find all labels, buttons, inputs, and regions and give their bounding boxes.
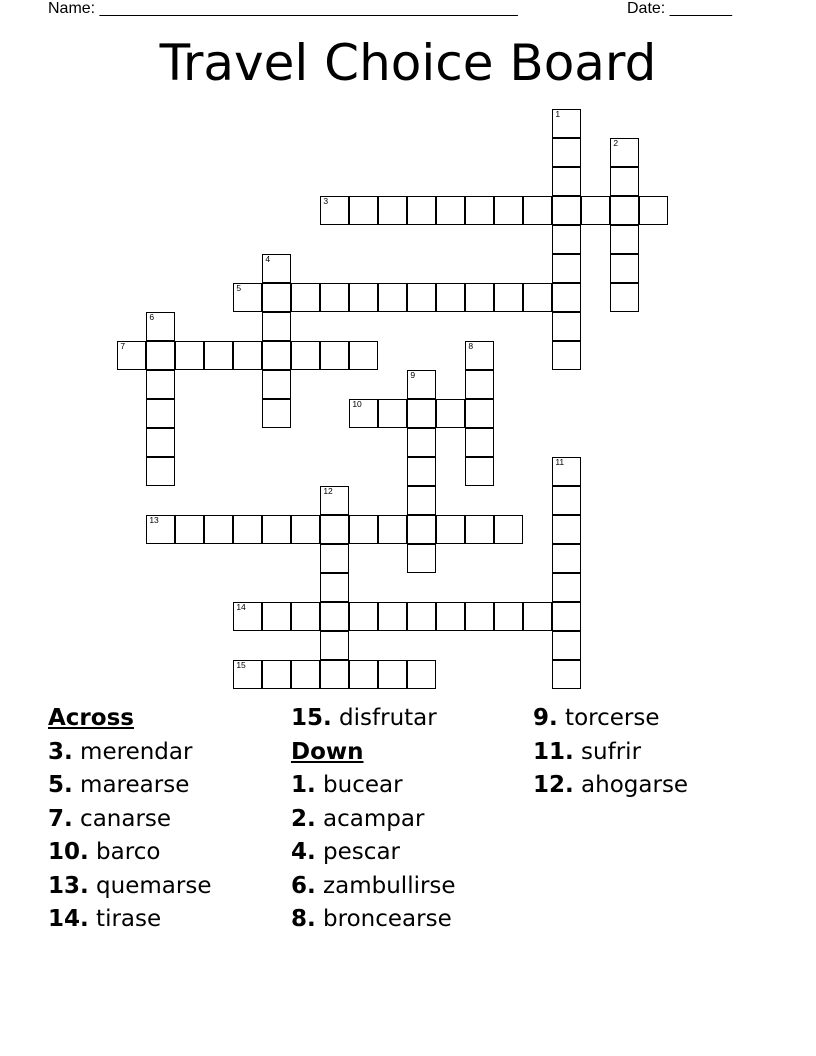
crossword-cell[interactable] <box>436 515 465 544</box>
clue-text: broncearse <box>315 906 452 932</box>
crossword-cell[interactable] <box>407 283 436 312</box>
crossword-cell[interactable] <box>175 515 204 544</box>
clue-number-label: 9 <box>410 370 416 381</box>
crossword-cell[interactable] <box>494 196 523 225</box>
clue-number: 13. <box>48 872 89 899</box>
crossword-cell[interactable] <box>407 602 436 631</box>
name-field: Name: _______________________________________________ <box>48 0 518 17</box>
crossword-cell[interactable] <box>204 341 233 370</box>
clue-number: 5. <box>48 772 73 798</box>
crossword-cell[interactable] <box>407 196 436 225</box>
clue-item <box>48 903 211 937</box>
crossword-cell[interactable] <box>552 138 581 167</box>
clue-number-label: 14 <box>236 602 246 613</box>
crossword-cell[interactable] <box>581 196 610 225</box>
crossword-cell[interactable] <box>465 515 494 544</box>
crossword-cell[interactable] <box>407 399 436 428</box>
crossword-cell[interactable] <box>523 283 552 312</box>
crossword-cell[interactable] <box>610 167 639 196</box>
clue-item <box>48 803 211 837</box>
clue-number: 6. <box>291 872 316 899</box>
crossword-cell[interactable] <box>552 515 581 544</box>
crossword-cell[interactable] <box>378 399 407 428</box>
crossword-cell[interactable] <box>378 283 407 312</box>
crossword-cell[interactable] <box>639 196 668 225</box>
clue-number: 12. <box>533 772 574 798</box>
crossword-cell[interactable] <box>407 544 436 573</box>
clue-item <box>48 870 211 904</box>
clue-item <box>291 870 456 904</box>
clue-text: marearse <box>72 772 190 798</box>
crossword-cell[interactable] <box>320 573 349 602</box>
crossword-cell[interactable] <box>146 341 175 370</box>
clue-item <box>291 903 456 937</box>
clue-number-label: 8 <box>468 341 474 352</box>
clue-item <box>533 769 688 803</box>
crossword-cell[interactable] <box>262 602 291 631</box>
clue-item <box>291 769 456 803</box>
clue-number: 11. <box>533 738 574 765</box>
crossword-cell[interactable] <box>233 341 262 370</box>
crossword-cell[interactable] <box>552 544 581 573</box>
crossword-cell[interactable] <box>552 660 581 689</box>
crossword-cell[interactable] <box>494 283 523 312</box>
crossword-cell[interactable] <box>407 428 436 457</box>
crossword-cell[interactable] <box>349 283 378 312</box>
crossword-cell[interactable] <box>552 602 581 631</box>
clue-number: 10. <box>48 839 89 865</box>
crossword-cell[interactable] <box>552 457 581 486</box>
crossword-cell[interactable] <box>552 283 581 312</box>
crossword-cell[interactable] <box>291 602 320 631</box>
clue-text: pescar <box>315 839 400 865</box>
crossword-cell[interactable] <box>407 457 436 486</box>
crossword-cell[interactable] <box>465 399 494 428</box>
clue-number: 1. <box>291 772 316 798</box>
clue-text: ahogarse <box>573 772 689 798</box>
crossword-cell[interactable] <box>262 341 291 370</box>
crossword-cell[interactable] <box>436 602 465 631</box>
crossword-cell[interactable] <box>407 486 436 515</box>
crossword-cell[interactable] <box>204 515 233 544</box>
crossword-cell[interactable] <box>320 602 349 631</box>
clue-item <box>533 702 688 736</box>
crossword-cell[interactable] <box>465 602 494 631</box>
crossword-cell[interactable] <box>610 225 639 254</box>
clue-item <box>533 736 688 770</box>
clue-item <box>291 803 456 837</box>
crossword-cell[interactable] <box>523 196 552 225</box>
clue-column-2 <box>291 702 456 937</box>
crossword-cell[interactable] <box>320 196 349 225</box>
crossword-cell[interactable] <box>407 660 436 689</box>
clue-column-1 <box>48 702 211 937</box>
clue-item <box>291 702 456 736</box>
crossword-cell[interactable] <box>233 283 262 312</box>
date-field: Date: _______ <box>627 0 732 17</box>
crossword-cell[interactable] <box>552 225 581 254</box>
crossword-cell[interactable] <box>523 602 552 631</box>
crossword-cell[interactable] <box>465 341 494 370</box>
crossword-cell[interactable] <box>262 312 291 341</box>
crossword-cell[interactable] <box>465 457 494 486</box>
clue-number-label: 12 <box>323 486 333 497</box>
crossword-cell[interactable] <box>610 196 639 225</box>
clue-text: quemarse <box>88 872 212 899</box>
crossword-cell[interactable] <box>146 312 175 341</box>
crossword-cell[interactable] <box>610 138 639 167</box>
clue-text: sufrir <box>573 738 642 765</box>
crossword-cell[interactable] <box>320 631 349 660</box>
clue-number-label: 13 <box>149 515 159 526</box>
crossword-cell[interactable] <box>349 341 378 370</box>
clue-number-label: 7 <box>120 341 126 352</box>
crossword-cell[interactable] <box>262 515 291 544</box>
clue-text: disfrutar <box>331 705 437 731</box>
clue-text: acampar <box>315 805 425 832</box>
crossword-cell[interactable] <box>262 399 291 428</box>
clue-text: torcerse <box>557 705 660 731</box>
clue-number-label: 4 <box>265 254 271 265</box>
crossword-cell[interactable] <box>320 486 349 515</box>
crossword-cell[interactable] <box>262 370 291 399</box>
crossword-cell[interactable] <box>320 283 349 312</box>
crossword-cell[interactable] <box>407 370 436 399</box>
clue-text: bucear <box>315 772 403 798</box>
clue-heading-down <box>291 736 456 770</box>
crossword-cell[interactable] <box>436 399 465 428</box>
crossword-cell[interactable] <box>320 515 349 544</box>
page-title: Travel Choice Board <box>159 34 657 92</box>
clue-number: 8. <box>291 906 316 932</box>
clue-number: 7. <box>48 805 73 832</box>
clue-text: zambullirse <box>315 872 456 899</box>
crossword-cell[interactable] <box>291 341 320 370</box>
clue-number: 4. <box>291 839 316 865</box>
clue-heading-label: Across <box>48 705 134 731</box>
crossword-cell[interactable] <box>465 370 494 399</box>
crossword-cell[interactable] <box>146 399 175 428</box>
crossword-cell[interactable] <box>320 544 349 573</box>
crossword-cell[interactable] <box>465 428 494 457</box>
crossword-cell[interactable] <box>407 515 436 544</box>
clue-item <box>48 736 211 770</box>
crossword-cell[interactable] <box>233 660 262 689</box>
clue-number-label: 3 <box>323 196 329 207</box>
crossword-cell[interactable] <box>610 254 639 283</box>
crossword-cell[interactable] <box>117 341 146 370</box>
crossword-cell[interactable] <box>262 660 291 689</box>
crossword-cell[interactable] <box>349 515 378 544</box>
crossword-cell[interactable] <box>262 283 291 312</box>
clue-heading-across <box>48 702 211 736</box>
crossword-cell[interactable] <box>146 428 175 457</box>
crossword-cell[interactable] <box>233 602 262 631</box>
crossword-cell[interactable] <box>378 602 407 631</box>
crossword-cell[interactable] <box>494 515 523 544</box>
clue-number: 15. <box>291 705 332 731</box>
crossword-cell[interactable] <box>552 109 581 138</box>
clue-text: merendar <box>72 738 193 765</box>
crossword-cell[interactable] <box>320 341 349 370</box>
crossword-cell[interactable] <box>552 312 581 341</box>
clue-heading-label: Down <box>291 738 364 765</box>
crossword-cell[interactable] <box>349 196 378 225</box>
crossword-cell[interactable] <box>378 196 407 225</box>
crossword-cell[interactable] <box>291 660 320 689</box>
crossword-cell[interactable] <box>262 254 291 283</box>
crossword-cell[interactable] <box>436 196 465 225</box>
clue-item <box>291 836 456 870</box>
crossword-cell[interactable] <box>465 283 494 312</box>
crossword-cell[interactable] <box>175 341 204 370</box>
crossword-cell[interactable] <box>378 515 407 544</box>
clue-number-label: 15 <box>236 660 246 671</box>
clue-text: tirase <box>88 906 162 932</box>
clue-text: barco <box>88 839 161 865</box>
crossword-cell[interactable] <box>494 602 523 631</box>
clue-number-label: 2 <box>613 138 619 149</box>
clue-number-label: 1 <box>555 109 561 120</box>
crossword-cell[interactable] <box>552 341 581 370</box>
crossword-cell[interactable] <box>233 515 262 544</box>
crossword-cell[interactable] <box>552 167 581 196</box>
crossword-cell[interactable] <box>320 660 349 689</box>
crossword-cell[interactable] <box>552 486 581 515</box>
crossword-cell[interactable] <box>552 573 581 602</box>
crossword-cell[interactable] <box>349 602 378 631</box>
clue-number-label: 11 <box>555 457 565 468</box>
crossword-cell[interactable] <box>146 370 175 399</box>
clue-text: canarse <box>72 805 172 832</box>
clue-number: 3. <box>48 738 73 765</box>
crossword-cell[interactable] <box>436 283 465 312</box>
clue-number-label: 10 <box>352 399 362 410</box>
crossword-cell[interactable] <box>349 399 378 428</box>
clue-number-label: 5 <box>236 283 242 294</box>
crossword-cell[interactable] <box>349 660 378 689</box>
clue-column-3 <box>533 702 688 803</box>
clue-item <box>48 769 211 803</box>
crossword-cell[interactable] <box>552 254 581 283</box>
clue-number: 9. <box>533 705 558 731</box>
crossword-cell[interactable] <box>465 196 494 225</box>
clue-number: 14. <box>48 906 89 932</box>
crossword-cell[interactable] <box>552 196 581 225</box>
crossword-cell[interactable] <box>610 283 639 312</box>
crossword-cell[interactable] <box>146 457 175 486</box>
clue-number: 2. <box>291 805 316 832</box>
crossword-cell[interactable] <box>552 631 581 660</box>
clue-number-label: 6 <box>149 312 155 323</box>
crossword-cell[interactable] <box>291 515 320 544</box>
crossword-cell[interactable] <box>146 515 175 544</box>
crossword-cell[interactable] <box>291 283 320 312</box>
clue-item <box>48 836 211 870</box>
crossword-cell[interactable] <box>378 660 407 689</box>
